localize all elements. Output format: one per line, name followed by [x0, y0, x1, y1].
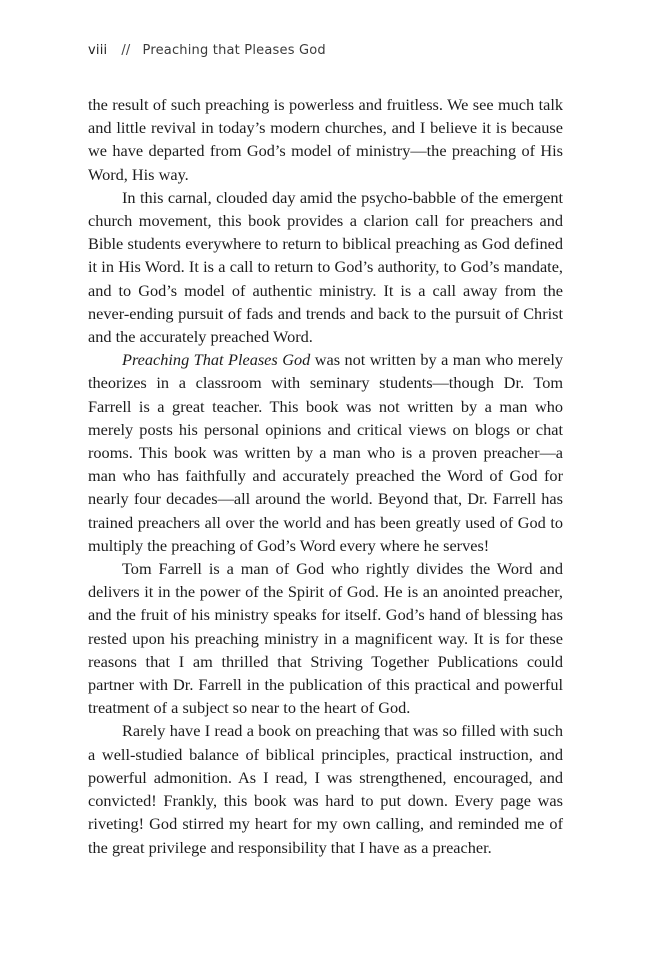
running-head	[88, 43, 326, 58]
running-head-title: Preaching that Pleases God	[142, 43, 326, 58]
paragraph-4: Tom Farrell is a man of God who rightly divides the Word and delivers it in the power of the Spirit of God. He is an anointed preacher, and the fruit of his ministry speaks for itself. God’s hand of blessing has rested upon his preaching ministry in a magnificent way. It is for these reasons that I am thrilled that Striving Together Publications could partner with Dr. Farrell in the publication of this practical and powerful treatment of a subject so near to the heart of God.	[88, 559, 563, 718]
paragraph-5: Rarely have I read a book on preaching that was so filled with such a well-studied balance of biblical principles, practical instruction, and powerful admonition. As I read, I was strengthened, encouraged, and convicted! Frankly, this book was hard to put down. Every page was riveting! God stirred my heart for my own calling, and reminded me of the great privilege and responsibility that I have as a preacher.	[88, 721, 563, 857]
page-body	[88, 93, 563, 859]
header-separator: //	[121, 43, 131, 58]
paragraph-3: Preaching That Pleases God was not written by a man who merely theorizes in a classroom with seminary students—though Dr. Tom Farrell is a great teacher. This book was not written by a man who merely posts his personal opinions and critical views on blogs or chat rooms. This book was written by a man who is a proven preacher—a man who has faithfully and accurately preached the Word of God for nearly four decades—all around the world. Beyond that, Dr. Farrell has trained preachers all over the world and has been greatly used of God to multiply the preaching of God’s Word every where he serves!	[88, 350, 563, 555]
paragraph-1: the result of such preaching is powerless and fruitless. We see much talk and little revival in today’s modern churches, and I believe it is because we have departed from God’s model of ministry—the preaching of His Word, His way.	[88, 95, 563, 184]
book-title-italic: Preaching That Pleases God	[122, 350, 311, 370]
paragraph-2: In this carnal, clouded day amid the psycho-babble of the emergent church movement, this book provides a clarion call for preachers and Bible students everywhere to return to biblical preaching as God defined it in His Word. It is a call to return to God’s authority, to God’s mandate, and to God’s model of authentic ministry. It is a call away from the never-ending pursuit of fads and trends and back to the pursuit of Christ and the accurately preached Word.	[88, 187, 563, 347]
page-number: viii	[88, 43, 108, 58]
